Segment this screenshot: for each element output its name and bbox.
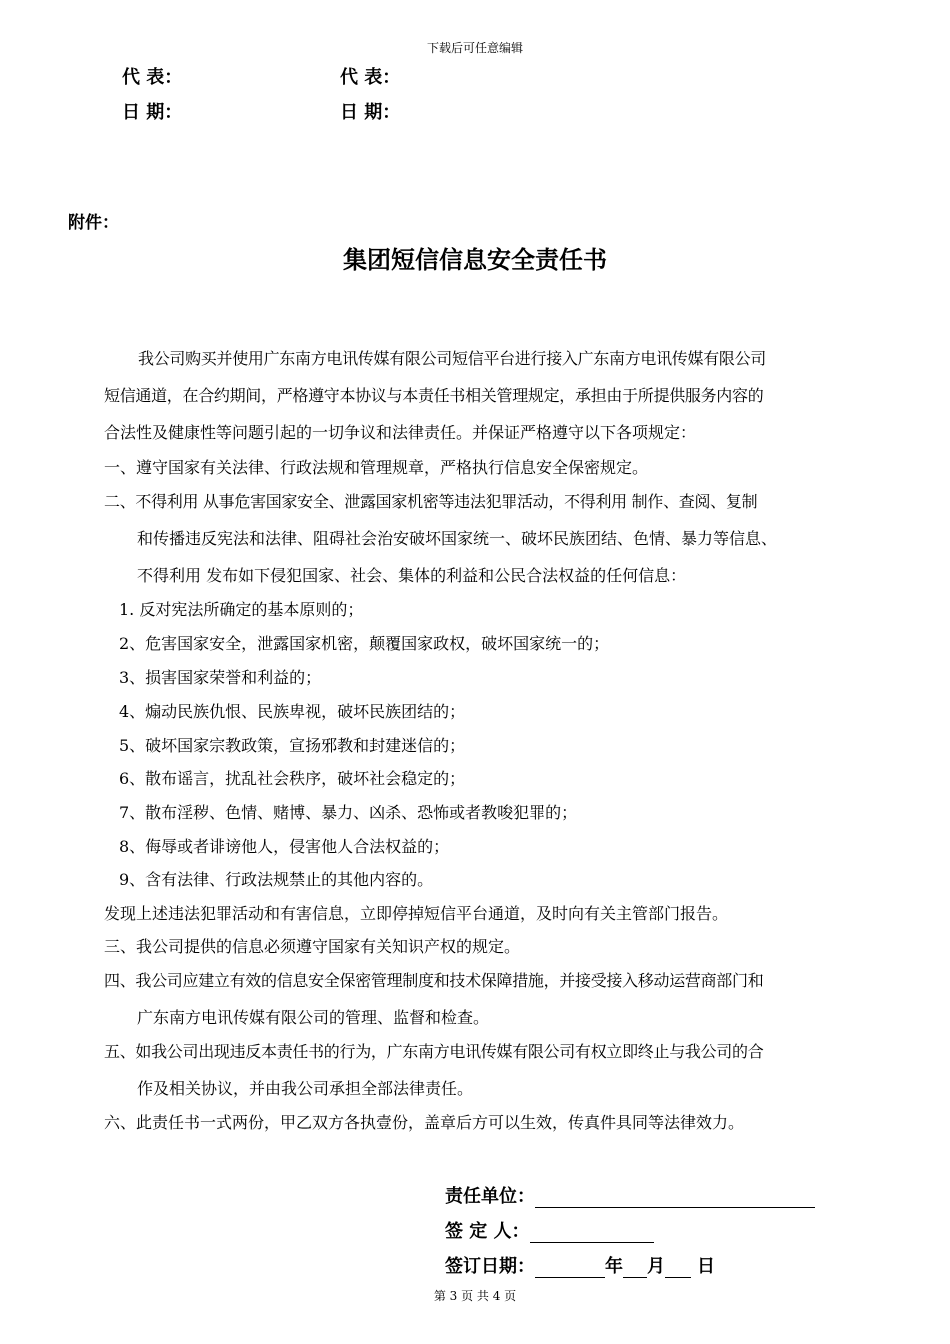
sign-date-row [445,1252,715,1278]
list-item: 7、散布淫秽、色情、赌博、暴力、凶杀、恐怖或者教唆犯罪的； [119,803,578,822]
date-right-label: 日 期： [340,102,401,123]
year-blank[interactable] [535,1257,605,1278]
attachment-label: 附件： [68,213,119,233]
clause-5-line: 作及相关协议，并由我公司承担全部法律责任。 [137,1079,474,1098]
list-item: 6、散布谣言，扰乱社会秩序，破坏社会稳定的； [119,769,466,788]
list-item: 9、含有法律、行政法规禁止的其他内容的。 [119,870,434,889]
clause-5-line: 五、如我公司出现违反本责任书的行为，广东南方电讯传媒有限公司有权立即终止与我公司的合 [104,1042,764,1061]
responsible-unit-row [445,1182,815,1208]
clause-2-line: 和传播违反宪法和法律、阻碍社会治安破坏国家统一、破坏民族团结、色情、暴力等信息、 [137,529,778,548]
paragraph-line: 短信通道，在合约期间，严格遵守本协议与本责任书相关管理规定，承担由于所提供服务内容的 [104,386,764,405]
day-label: 日 [697,1256,715,1277]
list-item: 2、危害国家安全，泄露国家机密，颠覆国家政权，破坏国家统一的； [119,634,610,653]
signer-blank[interactable] [530,1222,654,1243]
page-title: 集团短信信息安全责任书 [343,246,607,274]
clause-4-line: 广东南方电讯传媒有限公司的管理、监督和检查。 [137,1008,490,1027]
month-blank[interactable] [623,1257,647,1278]
clause-2-line: 二、不得利用 从事危害国家安全、泄露国家机密等违法犯罪活动，不得利用 制作、查阅、复制 [104,492,758,511]
sign-date-label: 签订日期： [445,1256,535,1277]
list-item: 4、煽动民族仇恨、民族卑视，破坏民族团结的； [119,702,466,721]
header-note: 下载后可任意编辑 [426,41,523,55]
discovery-line: 发现上述违法犯罪活动和有害信息，立即停掉短信平台通道，及时向有关主管部门报告。 [104,904,729,923]
clause-3: 三、我公司提供的信息必须遵守国家有关知识产权的规定。 [104,937,521,956]
paragraph-line: 合法性及健康性等问题引起的一切争议和法律责任。并保证严格遵守以下各项规定： [104,423,697,442]
month-label: 月 [647,1256,665,1277]
date-left-label: 日 期： [122,102,183,123]
paragraph-line: 我公司购买并使用广东南方电讯传媒有限公司短信平台进行接入广东南方电讯传媒有限公司 [138,349,767,368]
list-item: 8、侮辱或者诽谤他人，侵害他人合法权益的； [119,837,450,856]
responsible-unit-blank[interactable] [535,1187,815,1208]
clause-4-line: 四、我公司应建立有效的信息安全保密管理制度和技术保障措施，并接受接入移动运营商部门和 [104,971,764,990]
responsible-unit-label: 责任单位： [445,1186,535,1207]
page-footer: 第 3 页 共 4 页 [433,1289,517,1303]
signer-label: 签 定 人： [445,1221,530,1242]
rep-right-label: 代 表： [340,67,401,88]
clause-6: 六、此责任书一式两份，甲乙双方各执壹份，盖章后方可以生效，传真件具同等法律效力。 [104,1113,745,1132]
year-label: 年 [605,1256,623,1277]
clause-1: 一、遵守国家有关法律、行政法规和管理规章，严格执行信息安全保密规定。 [104,458,649,477]
list-item: 3、损害国家荣誉和利益的； [119,668,322,687]
day-blank[interactable] [665,1257,691,1278]
signer-row [445,1217,654,1243]
clause-2-line: 不得利用 发布如下侵犯国家、社会、集体的利益和公民合法权益的任何信息： [137,566,687,585]
list-item: 5、破坏国家宗教政策，宣扬邪教和封建迷信的； [119,736,466,755]
list-item: 1. 反对宪法所确定的基本原则的； [119,600,364,619]
rep-left-label: 代 表： [122,67,183,88]
